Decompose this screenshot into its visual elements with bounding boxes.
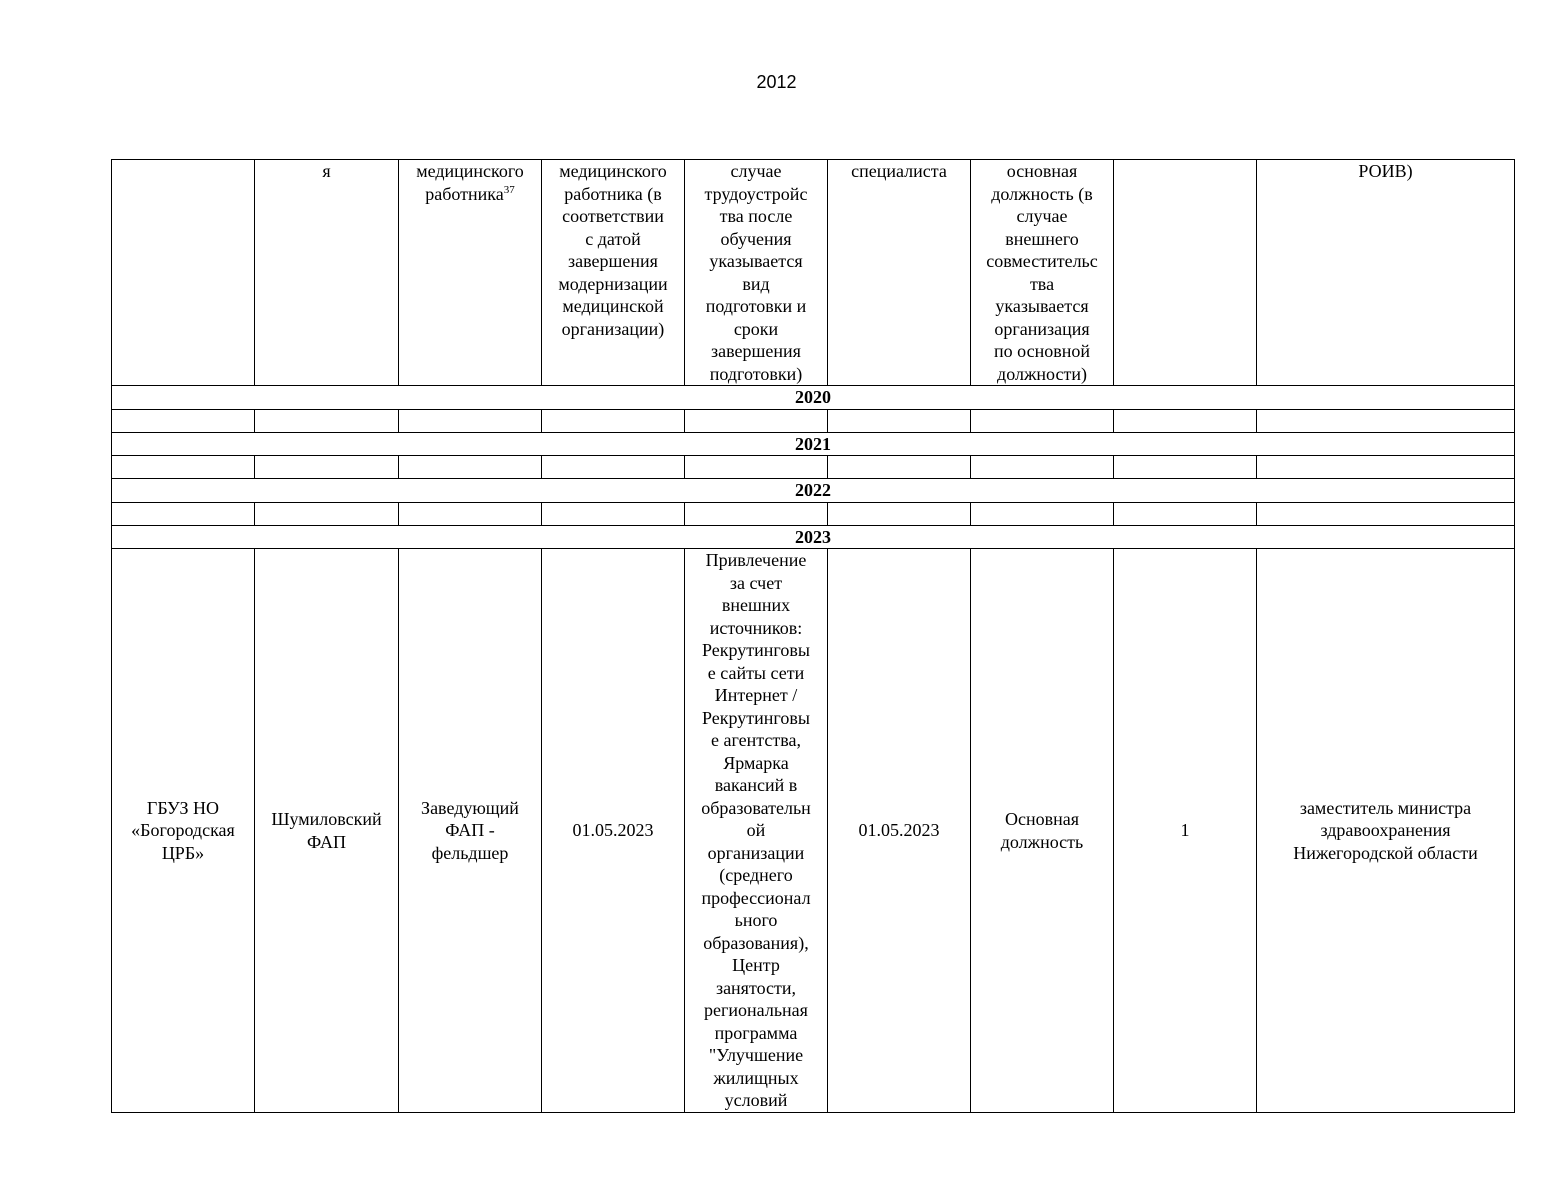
cell-job-type: Основная должность <box>971 549 1114 1113</box>
header-cell-date-hire: специалиста <box>828 160 971 386</box>
table-row <box>112 549 1515 1113</box>
year-row <box>112 479 1515 503</box>
header-cell-date-required: медицинского работника (в соответствии с датой завершения модернизации медицинской организации) <box>542 160 685 386</box>
year-label: 2023 <box>112 525 1515 549</box>
footnote-marker: 37 <box>503 183 515 196</box>
cell-organization: ГБУЗ НО «Богородская ЦРБ» <box>112 549 255 1113</box>
cell-date-hire: 01.05.2023 <box>828 549 971 1113</box>
cell-position: Заведующий ФАП - фельдшер <box>399 549 542 1113</box>
cell-subdivision: Шумиловский ФАП <box>255 549 399 1113</box>
header-cell-subdivision: я <box>255 160 399 386</box>
year-label: 2022 <box>112 479 1515 503</box>
empty-row <box>112 502 1515 525</box>
empty-row <box>112 409 1515 432</box>
cell-source: Привлечение за счет внешних источников: Рекрутинговы е сайты сети Интернет / Рекрутинговы е агентства, Ярмарка вакансий в образовательн ой организации (среднего профессионал ьного образования), Центр занятости, региональная программа "Улучшение жилищных условий <box>685 549 828 1113</box>
cell-count: 1 <box>1114 549 1257 1113</box>
header-cell-responsible: РОИВ) <box>1257 160 1515 386</box>
year-row <box>112 386 1515 410</box>
header-cell-organization <box>112 160 255 386</box>
header-cell-source: случае трудоустройс тва после обучения указывается вид подготовки и сроки завершения подготовки) <box>685 160 828 386</box>
year-row <box>112 525 1515 549</box>
table-header-row <box>112 160 1515 386</box>
year-label: 2020 <box>112 386 1515 410</box>
year-row <box>112 432 1515 456</box>
header-cell-job-type: основная должность (в случае внешнего совместительс тва указывается организация по основной должности) <box>971 160 1114 386</box>
header-cell-position: медицинского работника$^{37}$ <box>399 160 542 386</box>
staffing-table <box>111 159 1515 1113</box>
cell-date-required: 01.05.2023 <box>542 549 685 1113</box>
cell-responsible: заместитель министра здравоохранения Нижегородской области <box>1257 549 1515 1113</box>
header-cell-count <box>1114 160 1257 386</box>
year-label: 2021 <box>112 432 1515 456</box>
empty-row <box>112 456 1515 479</box>
page-number: 2012 <box>756 72 797 92</box>
